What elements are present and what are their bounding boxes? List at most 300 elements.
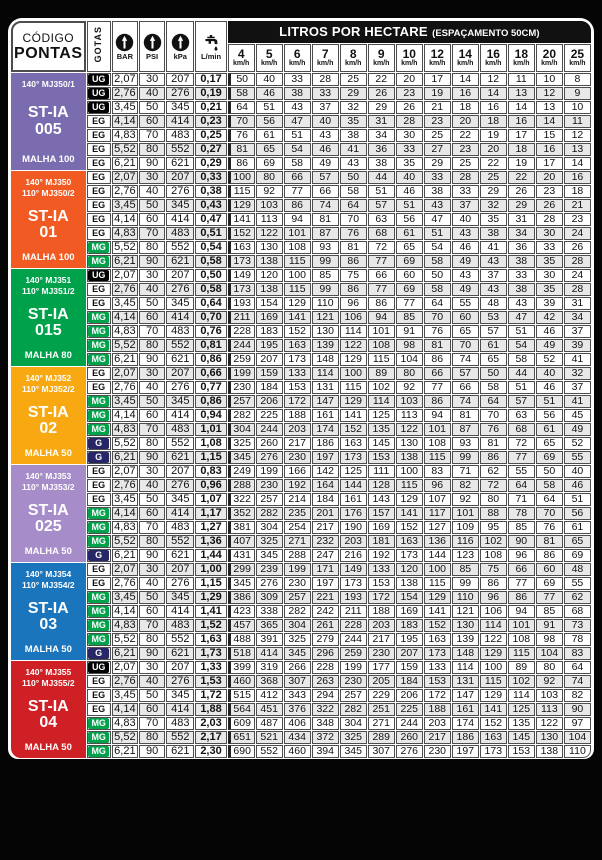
lha-value: 89 bbox=[508, 661, 535, 674]
kpa-value: 483 bbox=[166, 717, 194, 730]
lha-value: 35 bbox=[536, 255, 563, 268]
psi-value: 80 bbox=[139, 143, 165, 156]
lha-value: 28 bbox=[564, 283, 591, 296]
lha-value: 61 bbox=[564, 521, 591, 534]
lha-value: 229 bbox=[368, 689, 395, 702]
lmin-value: 0,43 bbox=[195, 199, 226, 212]
nozzle-series-name: ST-IA 03 bbox=[27, 599, 69, 634]
lha-value: 41 bbox=[480, 241, 507, 254]
bar-column-header bbox=[112, 21, 138, 72]
lha-value: 199 bbox=[256, 465, 283, 478]
bar-value: 4,83 bbox=[112, 619, 138, 632]
lha-value: 130 bbox=[256, 241, 283, 254]
lha-value: 131 bbox=[452, 675, 479, 688]
lha-value: 152 bbox=[340, 423, 367, 436]
lmin-value: 0,86 bbox=[195, 353, 226, 366]
psi-value: 80 bbox=[139, 339, 165, 352]
lha-value: 77 bbox=[424, 381, 451, 394]
lha-value: 65 bbox=[536, 437, 563, 450]
lha-value: 40 bbox=[452, 213, 479, 226]
lha-value: 106 bbox=[340, 311, 367, 324]
psi-value: 90 bbox=[139, 353, 165, 366]
bar-value: 4,83 bbox=[112, 129, 138, 142]
lmin-value: 1,41 bbox=[195, 605, 226, 618]
lha-value: 228 bbox=[340, 619, 367, 632]
lha-value: 86 bbox=[424, 395, 451, 408]
lha-value: 108 bbox=[424, 437, 451, 450]
lha-value: 65 bbox=[256, 143, 283, 156]
data-row bbox=[11, 507, 591, 520]
lha-value: 133 bbox=[424, 661, 451, 674]
psi-value: 30 bbox=[139, 171, 165, 184]
lha-value: 206 bbox=[256, 395, 283, 408]
lha-value: 26 bbox=[564, 241, 591, 254]
lha-value: 249 bbox=[228, 465, 255, 478]
lha-value: 282 bbox=[256, 507, 283, 520]
lha-value: 95 bbox=[480, 521, 507, 534]
lha-value: 114 bbox=[312, 367, 339, 380]
droplet-class-badge: G bbox=[88, 438, 109, 449]
bar-value: 5,52 bbox=[112, 633, 138, 646]
data-row bbox=[11, 101, 591, 114]
group-color-block bbox=[11, 563, 86, 660]
lha-value: 54 bbox=[284, 143, 311, 156]
lha-value: 157 bbox=[368, 507, 395, 520]
lha-value: 106 bbox=[480, 605, 507, 618]
droplet-class-badge: EG bbox=[88, 130, 109, 141]
droplet-class-badge: EG bbox=[88, 284, 109, 295]
lha-value: 82 bbox=[452, 479, 479, 492]
lha-value: 130 bbox=[312, 325, 339, 338]
lha-value: 43 bbox=[452, 269, 479, 282]
lha-value: 609 bbox=[228, 717, 255, 730]
data-row bbox=[11, 87, 591, 100]
lha-value: 173 bbox=[340, 577, 367, 590]
psi-value: 50 bbox=[139, 297, 165, 310]
lha-value: 66 bbox=[284, 171, 311, 184]
lha-value: 89 bbox=[368, 367, 395, 380]
droplet-class-cell bbox=[87, 717, 111, 730]
lha-value: 115 bbox=[284, 255, 311, 268]
lha-value: 131 bbox=[312, 381, 339, 394]
lha-value: 64 bbox=[536, 493, 563, 506]
lha-value: 101 bbox=[508, 619, 535, 632]
lha-value: 230 bbox=[228, 381, 255, 394]
lha-value: 43 bbox=[340, 157, 367, 170]
lha-value: 96 bbox=[424, 479, 451, 492]
lmin-value: 2,03 bbox=[195, 717, 226, 730]
lha-value: 26 bbox=[508, 185, 535, 198]
lha-value: 46 bbox=[396, 185, 423, 198]
lha-value: 172 bbox=[424, 689, 451, 702]
lha-value: 85 bbox=[312, 269, 339, 282]
lha-value: 195 bbox=[256, 339, 283, 352]
lha-value: 325 bbox=[340, 731, 367, 744]
bar-value: 4,14 bbox=[112, 115, 138, 128]
lha-value: 68 bbox=[368, 227, 395, 240]
lha-value: 127 bbox=[424, 521, 451, 534]
speed-col-6kmh: 6 km/h bbox=[284, 44, 311, 72]
lha-value: 153 bbox=[284, 381, 311, 394]
lha-value: 64 bbox=[564, 661, 591, 674]
droplet-class-cell bbox=[87, 647, 111, 660]
lha-value: 141 bbox=[228, 213, 255, 226]
gotas-label: GOTAS bbox=[93, 25, 104, 63]
bar-value: 4,83 bbox=[112, 521, 138, 534]
lha-value: 98 bbox=[396, 339, 423, 352]
bar-value: 3,45 bbox=[112, 591, 138, 604]
lha-value: 16 bbox=[508, 115, 535, 128]
data-row bbox=[11, 689, 591, 702]
lha-value: 381 bbox=[228, 521, 255, 534]
kpa-value: 621 bbox=[166, 353, 194, 366]
lmin-value: 0,50 bbox=[195, 269, 226, 282]
lha-value: 34 bbox=[564, 311, 591, 324]
lha-value: 13 bbox=[536, 101, 563, 114]
bar-value: 2,07 bbox=[112, 269, 138, 282]
lha-value: 40 bbox=[564, 465, 591, 478]
psi-value: 90 bbox=[139, 647, 165, 660]
lmin-value: 0,58 bbox=[195, 283, 226, 296]
droplet-class-cell bbox=[87, 73, 111, 86]
droplet-class-cell bbox=[87, 353, 111, 366]
lmin-value: 1,07 bbox=[195, 493, 226, 506]
bar-value: 4,14 bbox=[112, 703, 138, 716]
speed-col-14kmh: 14 km/h bbox=[452, 44, 479, 72]
lha-value: 64 bbox=[340, 199, 367, 212]
droplet-class-badge: EG bbox=[88, 690, 109, 701]
lha-value: 183 bbox=[256, 325, 283, 338]
lmin-value: 0,96 bbox=[195, 479, 226, 492]
psi-value: 90 bbox=[139, 157, 165, 170]
bar-value: 6,21 bbox=[112, 745, 138, 758]
lha-value: 460 bbox=[228, 675, 255, 688]
lha-value: 41 bbox=[340, 143, 367, 156]
droplet-class-badge: MG bbox=[88, 326, 109, 337]
kpa-value: 414 bbox=[166, 703, 194, 716]
lha-value: 125 bbox=[368, 409, 395, 422]
lha-value: 77 bbox=[536, 591, 563, 604]
data-row bbox=[11, 703, 591, 716]
lha-value: 207 bbox=[396, 647, 423, 660]
lha-value: 43 bbox=[480, 255, 507, 268]
lha-value: 72 bbox=[508, 437, 535, 450]
droplet-class-cell bbox=[87, 619, 111, 632]
lha-value: 24 bbox=[564, 269, 591, 282]
lha-value: 153 bbox=[508, 745, 535, 758]
lha-value: 51 bbox=[424, 227, 451, 240]
lha-value: 86 bbox=[424, 353, 451, 366]
speed-col-8kmh: 8 km/h bbox=[340, 44, 367, 72]
lha-value: 251 bbox=[368, 703, 395, 716]
nozzle-model-codes: 140° MJ352 110° MJ352/2 bbox=[22, 373, 75, 394]
lha-value: 65 bbox=[396, 241, 423, 254]
group-color-block bbox=[11, 661, 86, 758]
bar-value: 2,07 bbox=[112, 73, 138, 86]
droplet-class-badge: MG bbox=[88, 592, 109, 603]
nozzle-series-name: ST-IA 005 bbox=[27, 104, 69, 139]
lha-value: 114 bbox=[480, 619, 507, 632]
lha-value: 161 bbox=[312, 409, 339, 422]
kpa-value: 276 bbox=[166, 283, 194, 296]
nozzle-model-codes: 140° MJ351 110° MJ351/2 bbox=[22, 275, 75, 296]
lha-value: 91 bbox=[396, 325, 423, 338]
lha-value: 76 bbox=[424, 325, 451, 338]
gotas-header bbox=[87, 21, 111, 72]
nozzle-model-codes: 140° MJ353 110° MJ353/2 bbox=[22, 471, 75, 492]
lha-value: 130 bbox=[396, 437, 423, 450]
lha-value: 101 bbox=[368, 325, 395, 338]
lha-value: 129 bbox=[480, 689, 507, 702]
lha-value: 23 bbox=[452, 143, 479, 156]
lha-value: 58 bbox=[340, 185, 367, 198]
lha-value: 108 bbox=[368, 339, 395, 352]
lha-value: 85 bbox=[452, 563, 479, 576]
lha-value: 108 bbox=[480, 549, 507, 562]
lmin-value: 1,15 bbox=[195, 451, 226, 464]
data-row bbox=[11, 563, 591, 576]
lha-value: 159 bbox=[256, 367, 283, 380]
lha-value: 217 bbox=[424, 731, 451, 744]
lha-value: 257 bbox=[256, 493, 283, 506]
lha-value: 30 bbox=[536, 227, 563, 240]
lha-value: 260 bbox=[396, 731, 423, 744]
lha-value: 66 bbox=[452, 381, 479, 394]
lha-value: 101 bbox=[452, 507, 479, 520]
droplet-class-badge: MG bbox=[88, 424, 109, 435]
psi-value: 80 bbox=[139, 437, 165, 450]
bar-value: 6,21 bbox=[112, 255, 138, 268]
lmin-value: 0,86 bbox=[195, 395, 226, 408]
lmin-value: 1,44 bbox=[195, 549, 226, 562]
lha-value: 149 bbox=[228, 269, 255, 282]
kpa-value: 414 bbox=[166, 605, 194, 618]
lmin-value: 0,66 bbox=[195, 367, 226, 380]
group-color-block bbox=[11, 465, 86, 562]
lha-value: 103 bbox=[536, 689, 563, 702]
lha-value: 26 bbox=[396, 101, 423, 114]
droplet-class-badge: EG bbox=[88, 494, 109, 505]
lha-value: 18 bbox=[480, 115, 507, 128]
droplet-class-cell bbox=[87, 675, 111, 688]
lha-value: 66 bbox=[312, 185, 339, 198]
data-row bbox=[11, 255, 591, 268]
lha-value: 99 bbox=[312, 283, 339, 296]
lha-value: 199 bbox=[340, 661, 367, 674]
table-body bbox=[11, 73, 591, 758]
lha-value: 14 bbox=[480, 87, 507, 100]
droplet-class-badge: UG bbox=[88, 102, 109, 113]
lha-value: 64 bbox=[228, 101, 255, 114]
droplet-class-badge: EG bbox=[88, 466, 109, 477]
lha-value: 205 bbox=[368, 675, 395, 688]
data-row bbox=[11, 171, 591, 184]
lha-value: 203 bbox=[368, 619, 395, 632]
lha-value: 173 bbox=[284, 353, 311, 366]
kpa-value: 621 bbox=[166, 451, 194, 464]
lha-value: 188 bbox=[424, 703, 451, 716]
lha-value: 77 bbox=[396, 297, 423, 310]
kpa-value: 552 bbox=[166, 339, 194, 352]
droplet-class-cell bbox=[87, 689, 111, 702]
malha-label: MALHA 50 bbox=[24, 545, 72, 557]
lha-value: 288 bbox=[228, 479, 255, 492]
lha-value: 130 bbox=[452, 619, 479, 632]
lha-value: 81 bbox=[480, 437, 507, 450]
header-row-1 bbox=[11, 21, 591, 43]
data-row bbox=[11, 521, 591, 534]
lha-value: 35 bbox=[480, 213, 507, 226]
lha-value: 230 bbox=[340, 675, 367, 688]
lha-value: 35 bbox=[340, 115, 367, 128]
malha-label: MALHA 100 bbox=[22, 251, 75, 263]
lmin-value: 0,17 bbox=[195, 73, 226, 86]
lha-value: 257 bbox=[340, 689, 367, 702]
lha-value: 125 bbox=[508, 703, 535, 716]
lmin-value: 0,83 bbox=[195, 465, 226, 478]
lha-value: 19 bbox=[424, 87, 451, 100]
data-row bbox=[11, 661, 591, 674]
droplet-class-cell bbox=[87, 129, 111, 142]
lha-value: 143 bbox=[368, 493, 395, 506]
lha-value: 30 bbox=[536, 269, 563, 282]
droplet-class-cell bbox=[87, 185, 111, 198]
lha-value: 50 bbox=[480, 367, 507, 380]
droplet-class-cell bbox=[87, 213, 111, 226]
data-row bbox=[11, 73, 591, 86]
lha-value: 239 bbox=[256, 563, 283, 576]
lha-value: 153 bbox=[368, 577, 395, 590]
lha-value: 96 bbox=[508, 549, 535, 562]
lha-value: 88 bbox=[480, 507, 507, 520]
kpa-value: 207 bbox=[166, 563, 194, 576]
lha-value: 21 bbox=[424, 101, 451, 114]
bar-value: 5,52 bbox=[112, 437, 138, 450]
lha-value: 87 bbox=[312, 227, 339, 240]
lha-value: 282 bbox=[340, 703, 367, 716]
data-row bbox=[11, 367, 591, 380]
lha-value: 56 bbox=[396, 213, 423, 226]
lha-value: 690 bbox=[228, 745, 255, 758]
kpa-value: 345 bbox=[166, 297, 194, 310]
psi-value: 70 bbox=[139, 423, 165, 436]
bar-value: 2,07 bbox=[112, 465, 138, 478]
data-row bbox=[11, 129, 591, 142]
data-row bbox=[11, 745, 591, 758]
lha-value: 29 bbox=[480, 185, 507, 198]
kpa-label: kPa bbox=[173, 52, 187, 61]
lha-value: 71 bbox=[508, 493, 535, 506]
data-row bbox=[11, 731, 591, 744]
lha-value: 197 bbox=[312, 577, 339, 590]
lha-value: 115 bbox=[340, 381, 367, 394]
lha-value: 154 bbox=[396, 591, 423, 604]
lha-value: 83 bbox=[564, 647, 591, 660]
bar-value: 5,52 bbox=[112, 143, 138, 156]
lha-value: 93 bbox=[452, 437, 479, 450]
lmin-value: 1,08 bbox=[195, 437, 226, 450]
lha-value: 51 bbox=[508, 325, 535, 338]
lha-value: 60 bbox=[396, 269, 423, 282]
lha-value: 199 bbox=[228, 367, 255, 380]
lmin-value: 2,30 bbox=[195, 745, 226, 758]
malha-label: MALHA 50 bbox=[24, 643, 72, 655]
lha-value: 28 bbox=[312, 73, 339, 86]
lha-value: 115 bbox=[368, 353, 395, 366]
psi-value: 30 bbox=[139, 73, 165, 86]
lha-value: 33 bbox=[284, 73, 311, 86]
lha-value: 232 bbox=[312, 535, 339, 548]
lha-value: 163 bbox=[424, 633, 451, 646]
lha-value: 50 bbox=[424, 269, 451, 282]
lha-value: 44 bbox=[368, 171, 395, 184]
lha-value: 27 bbox=[424, 143, 451, 156]
speed-col-7kmh: 7 km/h bbox=[312, 44, 339, 72]
droplet-class-cell bbox=[87, 493, 111, 506]
speed-col-20kmh: 20 km/h bbox=[536, 44, 563, 72]
lha-value: 73 bbox=[564, 619, 591, 632]
lha-value: 94 bbox=[424, 409, 451, 422]
lha-value: 138 bbox=[536, 745, 563, 758]
droplet-class-cell bbox=[87, 269, 111, 282]
psi-value: 40 bbox=[139, 479, 165, 492]
lha-value: 46 bbox=[312, 143, 339, 156]
lha-value: 144 bbox=[424, 549, 451, 562]
lha-value: 38 bbox=[340, 129, 367, 142]
droplet-class-cell bbox=[87, 591, 111, 604]
lha-value: 203 bbox=[284, 423, 311, 436]
bar-value: 2,07 bbox=[112, 367, 138, 380]
lha-value: 129 bbox=[340, 395, 367, 408]
lmin-value: 0,29 bbox=[195, 157, 226, 170]
lha-value: 83 bbox=[424, 465, 451, 478]
lha-value: 103 bbox=[396, 395, 423, 408]
lha-value: 352 bbox=[228, 507, 255, 520]
data-row bbox=[11, 115, 591, 128]
lha-value: 58 bbox=[284, 157, 311, 170]
lha-value: 58 bbox=[508, 353, 535, 366]
lmin-value: 0,47 bbox=[195, 213, 226, 226]
lha-value: 368 bbox=[256, 675, 283, 688]
lha-value: 319 bbox=[256, 661, 283, 674]
kpa-value: 345 bbox=[166, 689, 194, 702]
lha-value: 25 bbox=[424, 129, 451, 142]
psi-column-header bbox=[139, 21, 165, 72]
droplet-class-cell bbox=[87, 311, 111, 324]
bar-value: 4,14 bbox=[112, 409, 138, 422]
lha-value: 18 bbox=[564, 185, 591, 198]
lmin-value: 0,58 bbox=[195, 255, 226, 268]
lha-value: 29 bbox=[340, 87, 367, 100]
lha-value: 186 bbox=[312, 437, 339, 450]
lha-value: 154 bbox=[256, 297, 283, 310]
droplet-class-badge: MG bbox=[88, 410, 109, 421]
lha-value: 77 bbox=[508, 577, 535, 590]
lha-value: 279 bbox=[312, 633, 339, 646]
psi-value: 30 bbox=[139, 367, 165, 380]
lha-value: 85 bbox=[536, 605, 563, 618]
nozzle-series-name: ST-IA 01 bbox=[27, 207, 69, 242]
lha-value: 141 bbox=[284, 311, 311, 324]
lha-value: 141 bbox=[396, 507, 423, 520]
lha-value: 431 bbox=[228, 549, 255, 562]
lha-value: 37 bbox=[312, 101, 339, 114]
data-row bbox=[11, 325, 591, 338]
lha-value: 34 bbox=[508, 227, 535, 240]
bar-value: 4,83 bbox=[112, 325, 138, 338]
lha-value: 81 bbox=[424, 339, 451, 352]
lha-value: 488 bbox=[228, 633, 255, 646]
